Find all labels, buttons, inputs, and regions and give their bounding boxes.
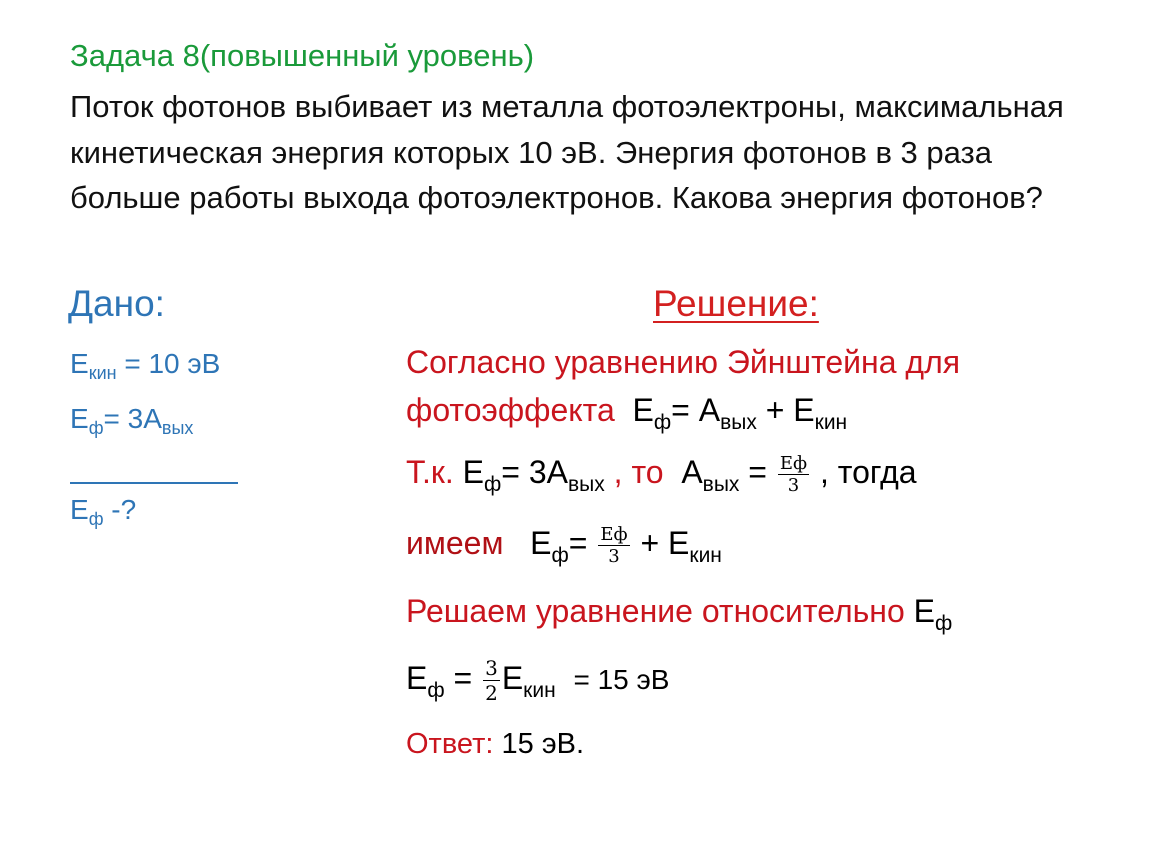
solution-line-2: фотоэффекта $E_ф= А_{вых} + E_{кин}$: [406, 392, 848, 434]
fraction-3-over-2: $\frac{3}{2}$: [485, 656, 498, 705]
fraction-ef-over-3: $\frac{Eф}{3}$: [779, 453, 808, 496]
fraction-ef-over-3-b: $\frac{Eф}{3}$: [600, 524, 628, 567]
solution-line-5: Решаем уравнение относительно $E_ф$: [406, 593, 953, 635]
task-text: Поток фотонов выбивает из металла фотоэлектроны, максимальная кинетическая энергия которых 10 эВ. Энергия фотонов в 3 раза больше работы выхода фотоэлектронов. Какова энергия фотонов?: [70, 89, 1064, 215]
given-heading: Дано:: [68, 283, 165, 324]
task-title: Задача 8(повышенный уровень): [70, 38, 535, 73]
given-photon-energy: $E_ф= 3А_{вых}$: [70, 403, 194, 438]
solution-line-4: имеем $E_ф=$ $\frac{Eф}{3}$ + $E_{кин}$: [406, 524, 722, 567]
answer-line: Ответ: 15 эВ.: [406, 728, 585, 760]
solution-line-3: Т.к. $E_ф= 3А_{вых}$ , то $А_{вых}$ = $\frac{Eф}{3}$ , тогда: [406, 453, 917, 496]
given-question: $E_ф$ -?: [70, 494, 137, 529]
solution-line-6: $E_ф$ = $\frac{3}{2}$ $E_{кин} = 15$ эВ: [406, 656, 670, 705]
solution-line-1: Согласно уравнению Эйнштейна для: [406, 344, 961, 380]
given-kinetic-energy: $E_{кин} = 10$ эВ: [70, 348, 221, 383]
solution-heading: Решение:: [653, 283, 819, 324]
given-divider: [70, 482, 238, 484]
